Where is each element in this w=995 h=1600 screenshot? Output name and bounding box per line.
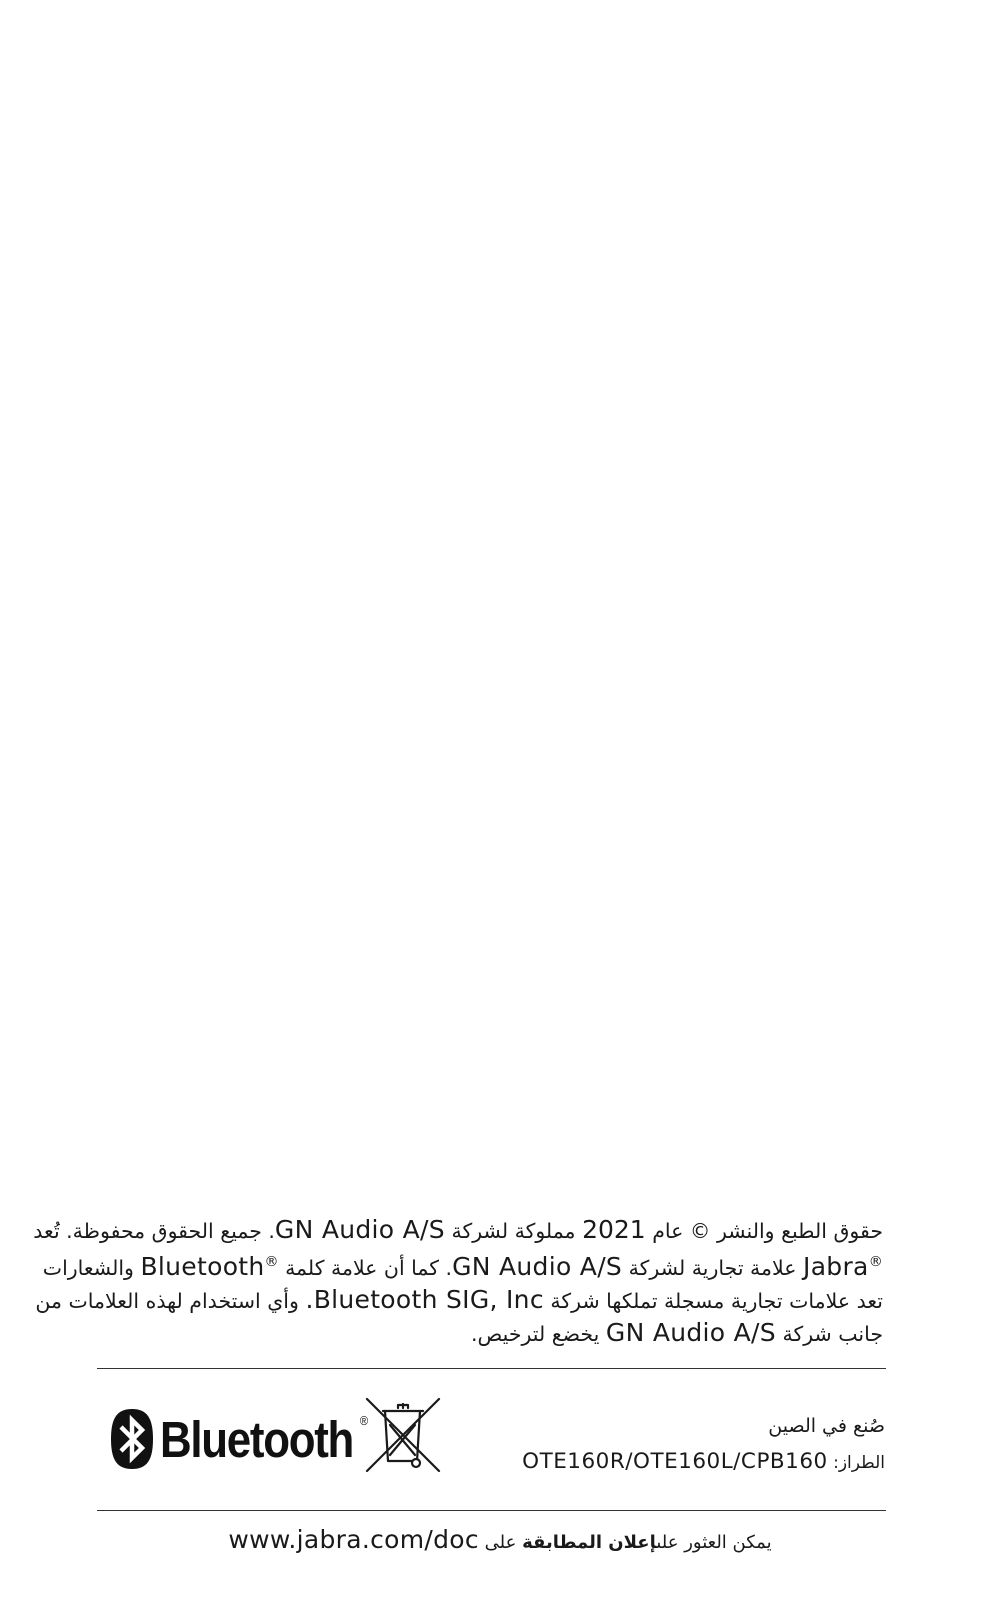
doc-url: www.jabra.com/doc [228,1525,479,1554]
legal-line-1 [33,1214,883,1247]
trademark-of-text: علامة تجارية لشركة [628,1256,797,1280]
made-in-text: صُنع في الصين [768,1415,885,1437]
divider-top [97,1368,886,1369]
can-be-found-text: يمكن العثور على [656,1532,772,1553]
divider-bottom [97,1510,886,1511]
legal-line-2 [42,1247,883,1284]
registered-trademarks-text: تعد علامات تجارية مسجلة تملكها شركة [550,1289,883,1313]
registered-mark: ® [359,1412,367,1428]
legal-notice [33,1214,883,1350]
registered-mark: ® [264,1254,279,1270]
copyright-year: 2021 [582,1215,646,1244]
logos-text: والشعارات [42,1256,134,1280]
bluetooth-wordmark-text: Bluetooth [160,1410,354,1468]
bluetooth-rune-icon [110,1408,154,1470]
bluetooth-logo [110,1407,384,1471]
rights-reserved-text: . جميع الحقوق محفوظة. تُعد [33,1219,275,1243]
brand-name: Jabra [803,1252,869,1281]
model-line [522,1449,885,1474]
any-use-text: وأي استخدام لهذه العلامات من [35,1289,299,1313]
legal-line-3 [35,1284,883,1317]
by-company-text: جانب شركة [782,1322,883,1346]
bluetooth-name: Bluetooth [140,1252,265,1281]
word-mark-text: . كما أن علامة كلمة [285,1256,453,1280]
bluetooth-trademark [140,1252,278,1281]
owned-by-text: مملوكة لشركة [451,1219,576,1243]
crossed-out-bin-icon [365,1397,441,1473]
registered-mark: ® [868,1254,883,1270]
company-name: GN Audio A/S [452,1252,623,1281]
declaration-of-conformity-text: إعلان المطابقة [522,1532,657,1553]
legal-line-4 [95,1317,883,1350]
bluetooth-wordmark [160,1410,367,1468]
at-text: على [484,1532,517,1553]
model-value: OTE160R/OTE160L/CPB160 [522,1449,828,1474]
company-name: GN Audio A/S [274,1215,445,1244]
jabra-trademark [803,1252,883,1281]
model-label: الطراز: [833,1453,885,1473]
bluetooth-sig-name: Bluetooth SIG, Inc. [305,1285,544,1314]
under-license-text: يخضع لترخيص. [471,1322,600,1346]
declaration-line [0,1525,995,1554]
copyright-text: حقوق الطبع والنشر © عام [652,1219,883,1243]
company-name: GN Audio A/S [605,1318,776,1347]
declaration-text [228,1525,771,1554]
